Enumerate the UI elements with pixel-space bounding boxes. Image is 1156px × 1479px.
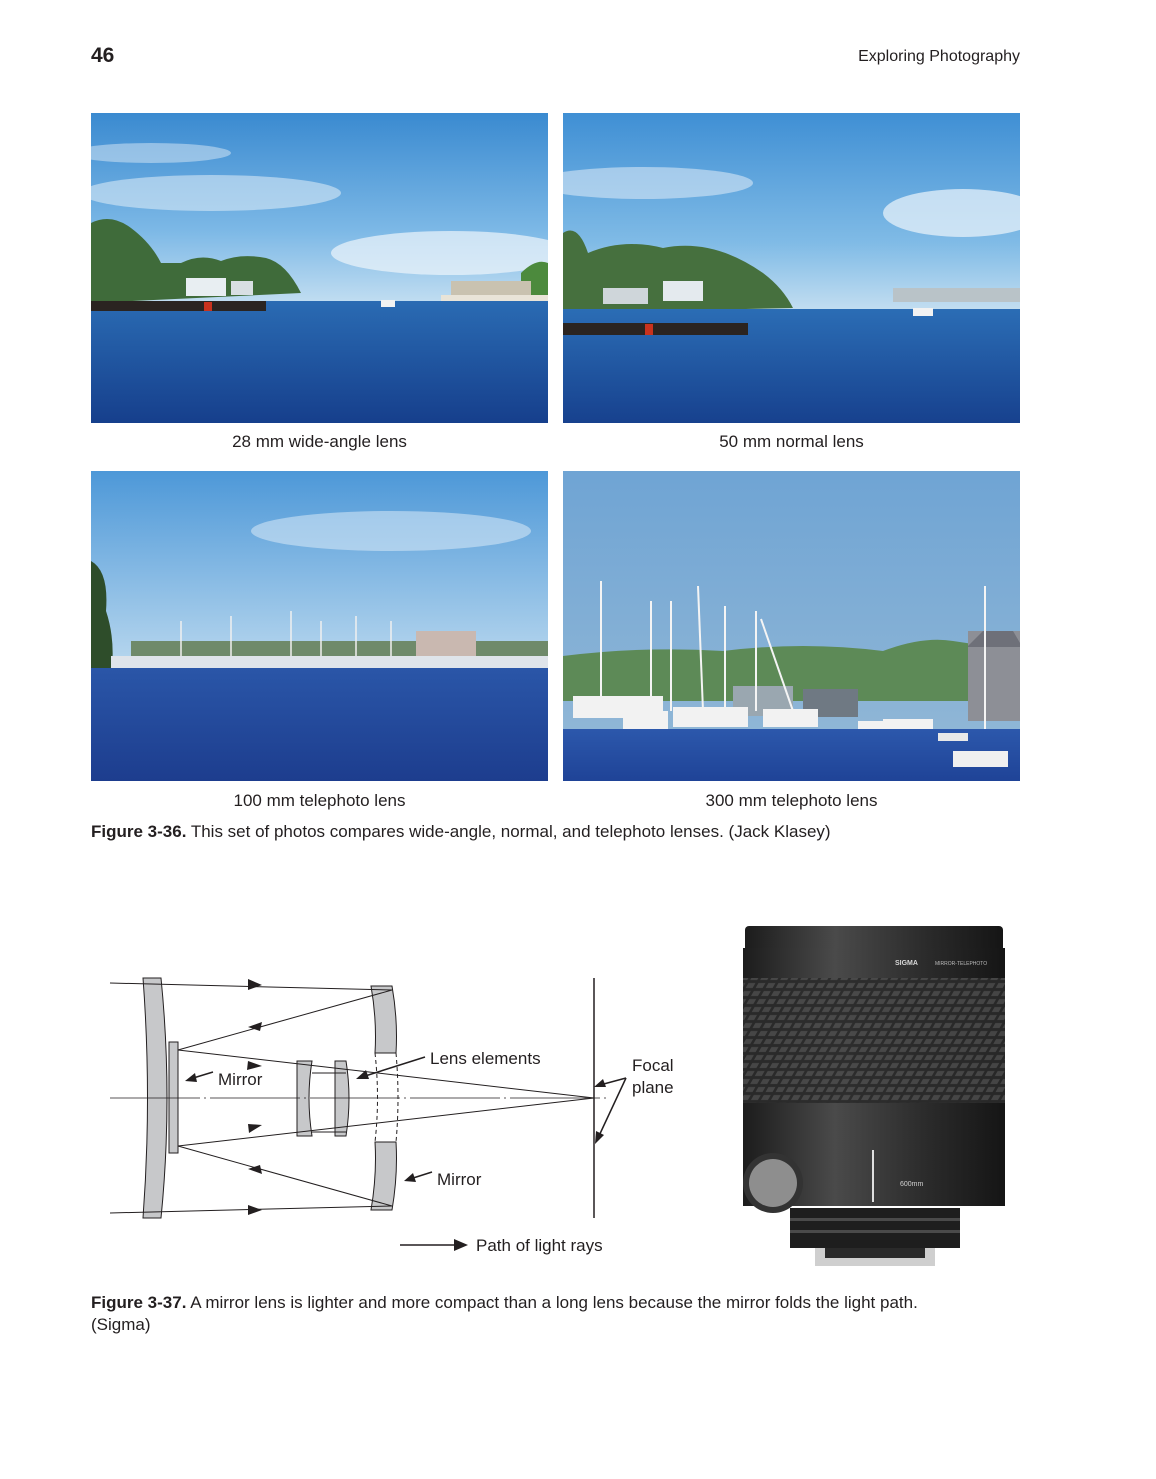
photo-100mm-telephoto — [91, 471, 548, 781]
figure-3-37-caption — [91, 1292, 1051, 1336]
caption-28mm: 28 mm wide-angle lens — [232, 432, 407, 451]
label-focal-plane-2: plane — [632, 1078, 674, 1097]
figure-text: This set of photos compares wide-angle, normal, and telephoto lenses. (Jack Klasey) — [186, 822, 831, 841]
sigma-mirror-lens-photo — [735, 918, 1015, 1276]
running-head: Exploring Photography — [858, 48, 1020, 65]
label-lens-elements: Lens elements — [430, 1049, 541, 1068]
page-number: 46 — [91, 44, 115, 67]
label-mirror-secondary: Mirror — [437, 1170, 482, 1189]
photo-28mm-wide-angle — [91, 113, 548, 423]
caption-100mm: 100 mm telephoto lens — [233, 791, 406, 810]
lens-model: MIRROR-TELEPHOTO — [935, 961, 988, 967]
label-focal-plane-1: Focal — [632, 1056, 674, 1075]
legend-light-path: Path of light rays — [476, 1236, 603, 1255]
label-mirror-primary: Mirror — [218, 1070, 263, 1089]
lens-focal-length: 600mm — [900, 1181, 924, 1188]
mirror-lens-diagram — [100, 965, 700, 1265]
photo-50mm-normal — [563, 113, 1020, 423]
figure-text-line1: A mirror lens is lighter and more compact than a long lens because the mirror folds the light path. — [186, 1293, 918, 1312]
caption-300mm: 300 mm telephoto lens — [705, 791, 878, 810]
figure-3-36-caption — [91, 821, 1051, 843]
caption-50mm: 50 mm normal lens — [719, 432, 864, 451]
figure-label: Figure 3-37. — [91, 1293, 187, 1312]
figure-text-line2: (Sigma) — [91, 1315, 151, 1334]
lens-brand: SIGMA — [895, 960, 918, 967]
figure-label: Figure 3-36. — [91, 822, 187, 841]
photo-300mm-telephoto — [563, 471, 1020, 781]
